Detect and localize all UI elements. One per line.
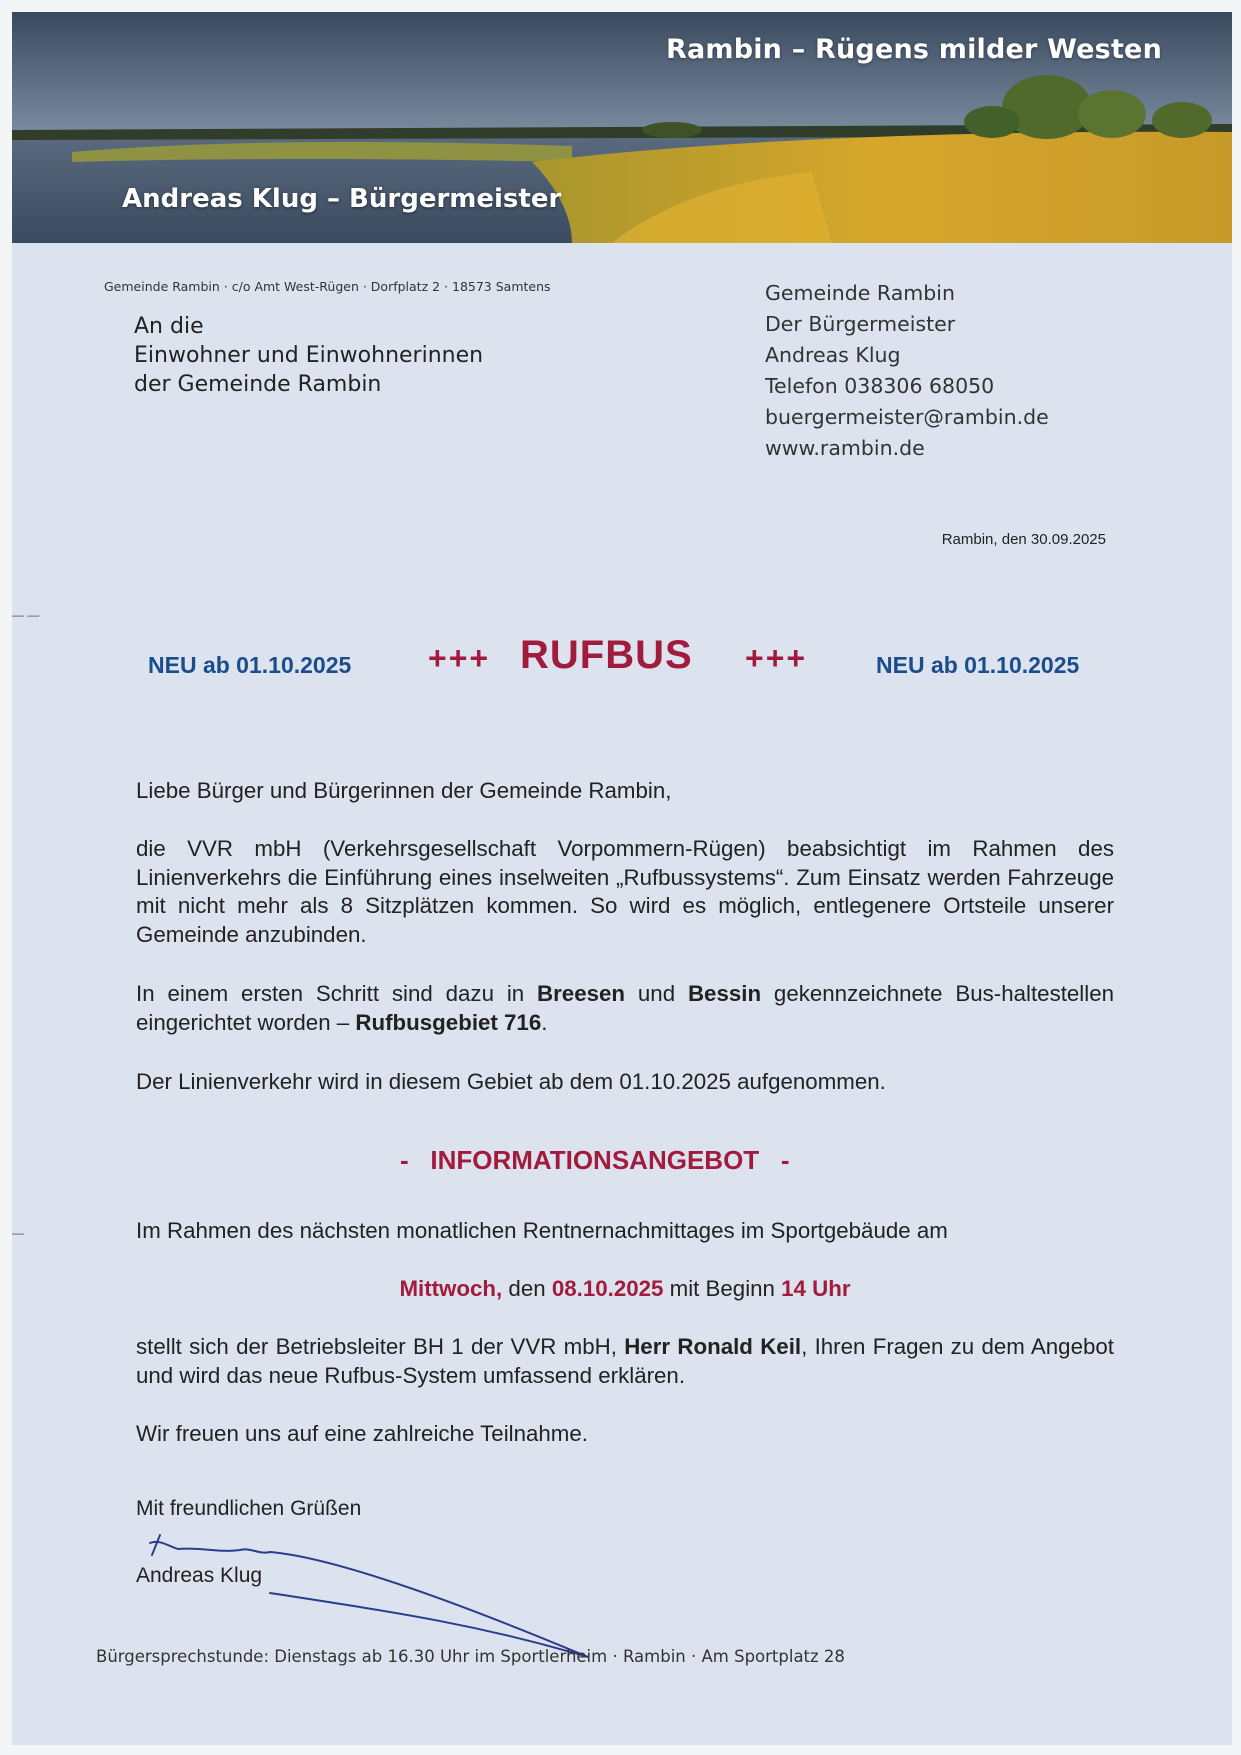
rufbus-area: Rufbusgebiet 716 [355, 1009, 542, 1035]
recipient-line: An die [134, 314, 204, 339]
punch-mark: — [12, 1226, 24, 1240]
letter-date: Rambin, den 30.09.2025 [941, 531, 1106, 548]
info-heading [400, 1145, 790, 1176]
headline-title: RUFBUS [520, 633, 693, 677]
closing-greeting: Mit freundlichen Grüßen [136, 1497, 362, 1520]
headline-plus-right: +++ [745, 640, 808, 676]
paragraph-stops [136, 980, 1114, 1037]
fold-mark: — — [12, 608, 40, 622]
place-bessin: Bessin [687, 981, 762, 1006]
text-run: mit Beginn [663, 1276, 782, 1301]
headline-new-left: NEU ab 01.10.2025 [148, 652, 352, 678]
info-title: INFORMATIONSANGEBOT [430, 1145, 760, 1175]
banner-tagline: Rambin – Rügens milder Westen [665, 34, 1162, 65]
contact-website: www.rambin.de [765, 436, 925, 460]
contact-email: buergermeister@rambin.de [765, 405, 1049, 429]
text-run: und [625, 981, 688, 1006]
recipient-line: der Gemeinde Rambin [134, 372, 382, 397]
contact-block [765, 278, 1049, 464]
paragraph-speaker [136, 1333, 1114, 1390]
event-day: Mittwoch, [399, 1276, 503, 1301]
text-run: . [541, 1009, 548, 1035]
paragraph-event: Im Rahmen des nächsten monatlichen Rentnernachmittages im Sportgebäude am [136, 1218, 948, 1243]
contact-role: Der Bürgermeister [765, 312, 956, 336]
place-breesen: Breesen [537, 981, 626, 1006]
signer-name: Andreas Klug [136, 1564, 263, 1587]
recipient-line: Einwohner und Einwohnerinnen [134, 343, 484, 368]
info-dash: - [780, 1145, 790, 1175]
sender-address-line: Gemeinde Rambin · c/o Amt West-Rügen · Dorfplatz 2 · 18573 Samtens [104, 279, 551, 294]
paragraph-intro: die VVR mbH (Verkehrsgesellschaft Vorpommern-Rügen) beabsichtigt im Rahmen des Linienverkehrs die Einführung eines inselweiten „Rufbussystems“. Zum Einsatz werden Fahrzeuge mit nicht mehr als 8 Sitzplätzen kommen. So wird es möglich, entlegenere Ortsteile unserer Gemeinde anzubinden. [136, 836, 1114, 947]
headline-new-right: NEU ab 01.10.2025 [876, 652, 1080, 678]
recipient-address [134, 312, 483, 399]
headline-plus-left: +++ [428, 640, 491, 676]
contact-org: Gemeinde Rambin [765, 281, 955, 305]
text-run: , Ihren Fragen zu dem Angebot und wird das neue Rufbus-System umfassend erklären. [136, 1334, 1114, 1388]
text-run: gekennzeichnete Bus-haltestellen eingerichtet worden – [136, 981, 1115, 1035]
event-time: 14 Uhr [781, 1276, 851, 1301]
text-run: stellt sich der Betriebsleiter BH 1 der VVR mbH, [136, 1334, 625, 1359]
event-date: 08.10.2025 [551, 1276, 664, 1301]
signature [140, 1525, 600, 1665]
paragraph-start: Der Linienverkehr wird in diesem Gebiet ab dem 01.10.2025 aufgenommen. [136, 1069, 886, 1094]
header-banner [12, 12, 1232, 243]
text-run: den [502, 1276, 552, 1301]
banner-mayor-name: Andreas Klug – Bürgermeister [122, 184, 562, 214]
paragraph-closing: Wir freuen uns auf eine zahlreiche Teilnahme. [136, 1421, 588, 1446]
text-run: In einem ersten Schritt sind dazu in [136, 981, 538, 1006]
contact-name: Andreas Klug [765, 343, 901, 367]
speaker-name: Herr Ronald Keil [624, 1334, 802, 1359]
event-datetime [136, 1275, 1114, 1304]
contact-phone: Telefon 038306 68050 [765, 374, 995, 398]
info-dash: - [400, 1145, 409, 1175]
salutation: Liebe Bürger und Bürgerinnen der Gemeinde Rambin, [136, 778, 672, 803]
footer-office-hours: Bürgersprechstunde: Dienstags ab 16.30 Uhr im Sportlerheim · Rambin · Am Sportplatz 28 [96, 1647, 845, 1666]
